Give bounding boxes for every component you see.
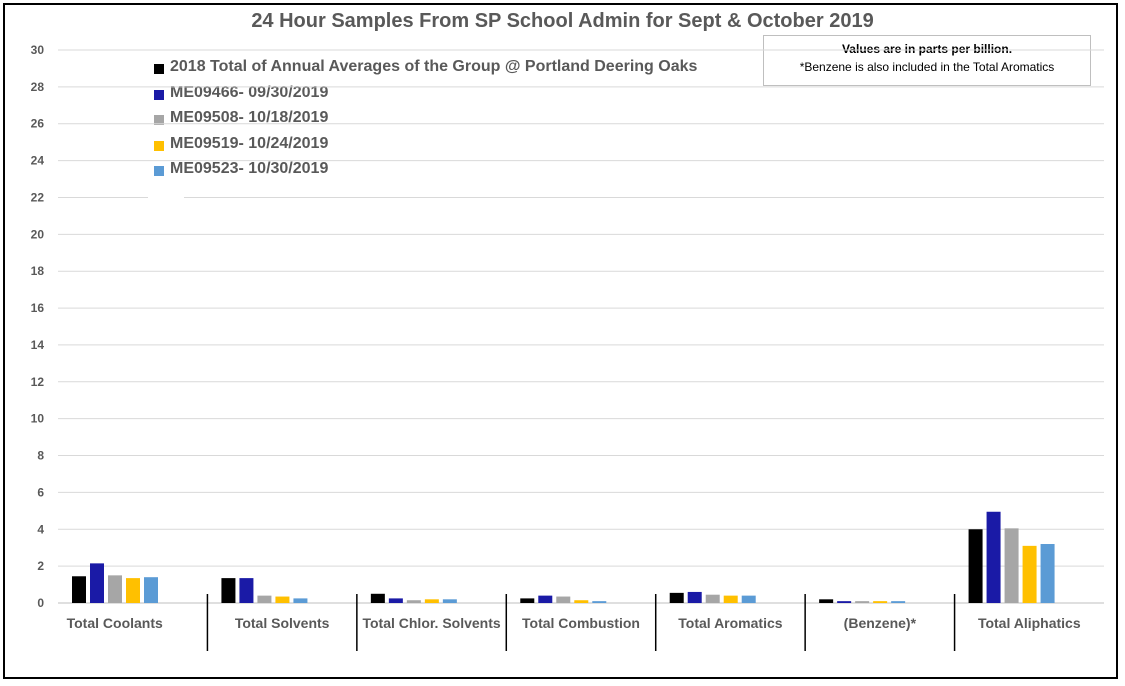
bar bbox=[443, 599, 457, 603]
bar bbox=[969, 529, 983, 603]
y-tick-label: 4 bbox=[37, 522, 44, 537]
bar bbox=[1023, 546, 1037, 603]
bar bbox=[688, 592, 702, 603]
units-note: Values are in parts per billion. bbox=[841, 42, 1013, 56]
legend-label: ME09466- 09/30/2019 bbox=[170, 83, 329, 101]
y-tick-label: 26 bbox=[30, 116, 44, 131]
category-label: Total Aromatics bbox=[678, 615, 783, 631]
bar bbox=[891, 601, 905, 603]
category-label: Total Solvents bbox=[234, 615, 330, 631]
bar bbox=[275, 597, 289, 603]
bar bbox=[873, 601, 887, 603]
y-tick-label: 0 bbox=[37, 596, 44, 610]
bar bbox=[837, 601, 851, 603]
y-tick-label: 30 bbox=[30, 43, 44, 57]
chart-title: 24 Hour Samples From SP School Admin for Sept & October 2019 bbox=[251, 10, 874, 32]
y-tick-label: 16 bbox=[30, 301, 44, 316]
y-tick-label: 24 bbox=[30, 153, 44, 168]
bar bbox=[706, 595, 720, 603]
y-tick-label: 28 bbox=[30, 79, 44, 94]
bar bbox=[389, 598, 403, 603]
legend-label: ME09519- 10/24/2019 bbox=[170, 134, 329, 152]
category-label: Total Combustion bbox=[522, 615, 640, 631]
category-label: (Benzene)* bbox=[843, 615, 917, 631]
bar bbox=[574, 600, 588, 603]
bar bbox=[1041, 544, 1055, 603]
bar bbox=[592, 601, 606, 603]
y-tick-label: 18 bbox=[30, 264, 44, 279]
y-tick-label: 10 bbox=[30, 411, 44, 426]
legend-label: ME09508- 10/18/2019 bbox=[170, 109, 329, 126]
bar bbox=[987, 512, 1001, 603]
bar bbox=[371, 594, 385, 603]
bar bbox=[72, 576, 86, 603]
bar bbox=[724, 596, 738, 603]
bar bbox=[855, 601, 869, 603]
bar bbox=[126, 578, 140, 603]
bar bbox=[556, 597, 570, 603]
y-tick-label: 2 bbox=[37, 559, 44, 574]
bar bbox=[90, 563, 104, 603]
bar bbox=[257, 596, 271, 603]
bar bbox=[670, 593, 684, 603]
category-label: Total Chlor. Solvents bbox=[362, 615, 501, 631]
y-tick-label: 22 bbox=[30, 190, 44, 205]
bar bbox=[221, 578, 235, 603]
bar bbox=[742, 596, 756, 603]
legend-mask bbox=[148, 191, 184, 203]
bar bbox=[239, 578, 253, 603]
bar bbox=[293, 598, 307, 603]
benzene-note: *Benzene is also included in the Total Aromatics bbox=[799, 60, 1055, 74]
bar bbox=[144, 577, 158, 603]
bar bbox=[520, 598, 534, 603]
legend-label: ME09523- 10/30/2019 bbox=[170, 160, 329, 177]
bar bbox=[425, 599, 439, 603]
bar bbox=[407, 600, 421, 603]
category-label: Total Aliphatics bbox=[977, 615, 1081, 631]
bar bbox=[108, 575, 122, 603]
legend-label: 2018 Total of Annual Averages of the Group @ Portland Deering Oaks bbox=[170, 58, 698, 75]
y-tick-label: 12 bbox=[30, 374, 44, 389]
y-tick-label: 8 bbox=[37, 448, 44, 463]
y-tick-label: 20 bbox=[30, 227, 44, 242]
y-tick-label: 6 bbox=[37, 485, 44, 500]
bar bbox=[538, 596, 552, 603]
y-tick-label: 14 bbox=[30, 337, 44, 352]
bar bbox=[1005, 528, 1019, 603]
bar bbox=[819, 599, 833, 603]
category-label: Total Coolants bbox=[66, 615, 163, 631]
